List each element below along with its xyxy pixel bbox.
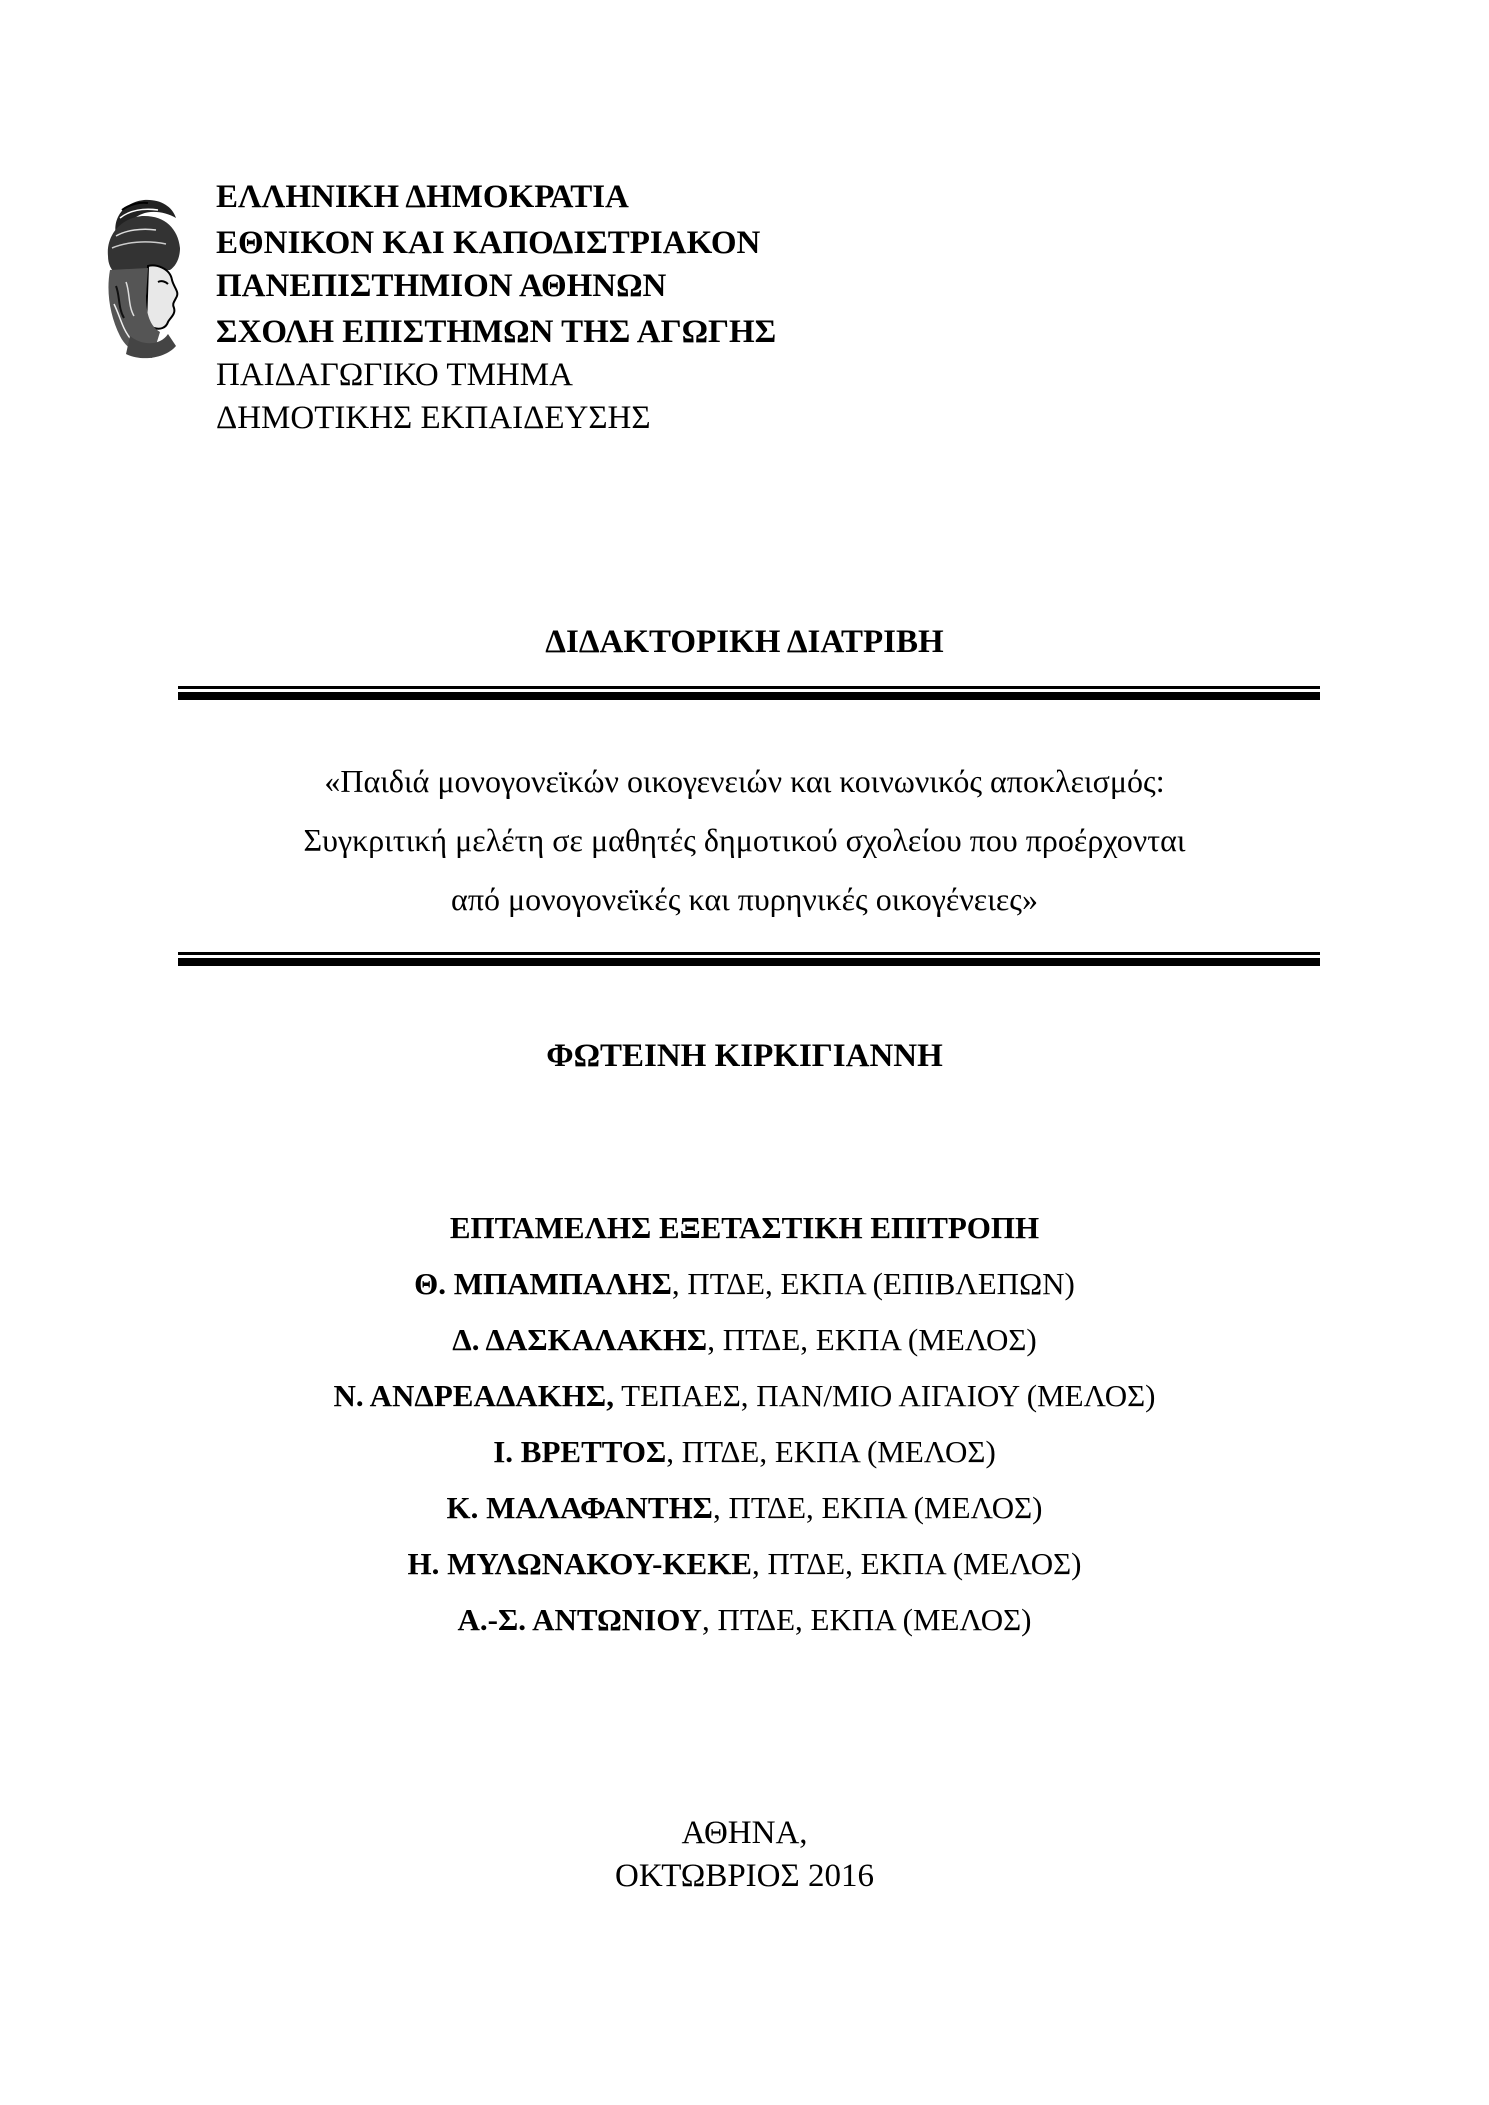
thesis-title-line-3: από μονογονεϊκές και πυρηνικές οικογένειες» xyxy=(451,881,1038,917)
member-name: Κ. ΜΑΛΑΦΑΝΤΗΣ xyxy=(446,1490,713,1525)
header-line-university-1: ΕΘΝΙΚΟΝ ΚΑΙ ΚΑΠΟΔΙΣΤΡΙΑΚΟΝ xyxy=(216,225,761,261)
member-name: Ι. ΒΡΕΤΤΟΣ xyxy=(493,1434,667,1469)
footer-date: ΟΚΤΩΒΡΙΟΣ 2016 xyxy=(615,1858,874,1894)
thesis-title xyxy=(0,752,1489,929)
examination-committee xyxy=(0,1200,1489,1648)
institution-header xyxy=(216,176,1116,440)
member-name: Α.-Σ. ΑΝΤΩΝΙΟΥ xyxy=(457,1602,702,1637)
member-affiliation: , ΠΤΔΕ, ΕΚΠΑ (ΜΕΛΟΣ) xyxy=(666,1434,996,1469)
committee-member xyxy=(0,1536,1489,1592)
committee-member xyxy=(0,1312,1489,1368)
member-name: Ν. ΑΝΔΡΕΑΔΑΚΗΣ, xyxy=(333,1378,614,1413)
divider-top xyxy=(178,686,1320,701)
footer-city: ΑΘΗΝΑ, xyxy=(681,1815,808,1851)
member-affiliation: ΤΕΠΑΕΣ, ΠΑΝ/ΜΙΟ ΑΙΓΑΙΟΥ (ΜΕΛΟΣ) xyxy=(613,1378,1156,1413)
header-line-school: ΣΧΟΛΗ ΕΠΙΣΤΗΜΩΝ ΤΗΣ ΑΓΩΓΗΣ xyxy=(216,314,777,350)
document-type: ΔΙΔΑΚΤΟΡΙΚΗ ΔΙΑΤΡΙΒΗ xyxy=(545,624,944,660)
header-line-university-2: ΠΑΝΕΠΙΣΤΗΜΙΟΝ ΑΘΗΝΩΝ xyxy=(216,268,667,304)
member-name: Θ. ΜΠΑΜΠΑΛΗΣ xyxy=(414,1266,672,1301)
place-and-date xyxy=(0,1812,1489,1898)
athena-head-emblem-icon xyxy=(86,196,196,362)
committee-heading: ΕΠΤΑΜΕΛΗΣ ΕΞΕΤΑΣΤΙΚΗ ΕΠΙΤΡΟΠΗ xyxy=(449,1210,1040,1245)
committee-member xyxy=(0,1368,1489,1424)
header-line-republic: ΕΛΛΗΝΙΚΗ ΔΗΜΟΚΡΑΤΙΑ xyxy=(216,179,629,215)
committee-member xyxy=(0,1256,1489,1312)
member-name: Η. ΜΥΛΩΝΑΚΟΥ-ΚΕΚΕ xyxy=(407,1546,752,1581)
member-affiliation: , ΠΤΔΕ, ΕΚΠΑ (ΜΕΛΟΣ) xyxy=(751,1546,1082,1581)
member-affiliation: , ΠΤΔΕ, ΕΚΠΑ (ΜΕΛΟΣ) xyxy=(712,1490,1043,1525)
thesis-title-line-2: Συγκριτική μελέτη σε μαθητές δημοτικού σχολείου που προέρχονται xyxy=(303,822,1186,858)
member-affiliation: , ΠΤΔΕ, ΕΚΠΑ (ΜΕΛΟΣ) xyxy=(701,1602,1032,1637)
member-affiliation: , ΠΤΔΕ, ΕΚΠΑ (ΕΠΙΒΛΕΠΩΝ) xyxy=(671,1266,1075,1301)
header-line-department-2: ΔΗΜΟΤΙΚΗΣ ΕΚΠΑΙΔΕΥΣΗΣ xyxy=(216,400,651,436)
header-line-department: ΠΑΙΔΑΓΩΓΙΚΟ ΤΜΗΜΑ xyxy=(216,357,573,393)
member-name: Δ. ΔΑΣΚΑΛΑΚΗΣ xyxy=(452,1322,708,1357)
author-name: ΦΩΤΕΙΝΗ ΚΙΡΚΙΓΙΑΝΝΗ xyxy=(546,1038,943,1074)
thesis-title-line-1: «Παιδιά μονογονεϊκών οικογενειών και κοινωνικός αποκλεισμός: xyxy=(324,763,1165,799)
committee-member xyxy=(0,1480,1489,1536)
committee-member xyxy=(0,1592,1489,1648)
member-affiliation: , ΠΤΔΕ, ΕΚΠΑ (ΜΕΛΟΣ) xyxy=(707,1322,1037,1357)
divider-bottom xyxy=(178,952,1320,967)
committee-member xyxy=(0,1424,1489,1480)
